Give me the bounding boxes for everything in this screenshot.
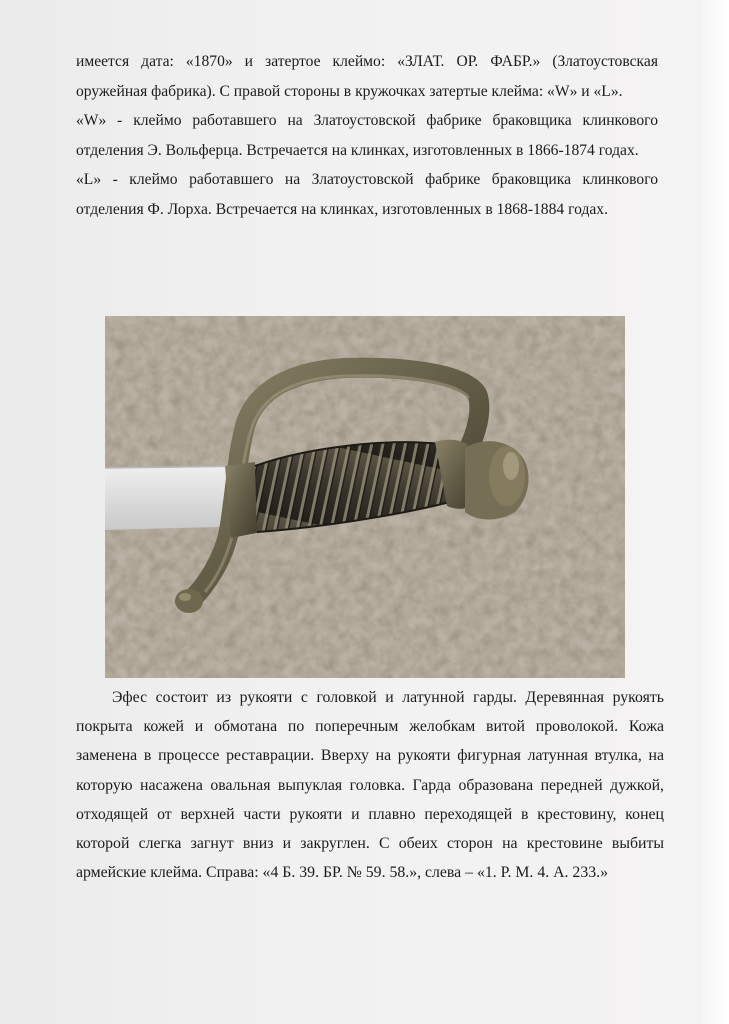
paragraph-date-stamp: имеется дата: «1870» и затертое клеймо: «ЗЛАТ. ОР. ФАБР.» (Златоустовская оружейная фабрика). С правой стороны в кружочках затертые клейма: «W» и «L». — [76, 53, 658, 100]
top-text-block — [76, 47, 658, 224]
sword-hilt-photo — [105, 316, 625, 678]
paragraph-stamp-l: «L» - клеймо работавшего на Златоустовской фабрике браковщика клинкового отделения Ф. Лорха. Встречается на клинках, изготовленных в 1868-1884 годах. — [76, 171, 658, 218]
paragraph-hilt-description: Эфес состоит из рукояти с головкой и латунной гарды. Деревянная рукоять покрыта кожей и обмотана по поперечным желобкам витой проволокой. Кожа заменена в процессе реставрации. Вверху на рукояти фигурная латунная втулка, на которую насажена овальная выпуклая головка. Гарда образована передней дужкой, отходящей от верхней части рукояти и плавно переходящей в крестовину, конец которой слегка загнут вниз и закруглен. С обеих сторон на крестовине выбиты армейские клейма. Справа: «4 Б. 39. БР. № 59. 58.», слева – «1. Р. М. 4. А. 233.» — [76, 689, 664, 882]
page-edge — [703, 0, 729, 1024]
paragraph-stamp-w: «W» - клеймо работавшего на Златоустовской фабрике браковщика клинкового отделения Э. Вольферца. Встречается на клинках, изготовленных в 1866-1874 годах. — [76, 112, 658, 159]
bottom-text-block — [76, 683, 664, 887]
